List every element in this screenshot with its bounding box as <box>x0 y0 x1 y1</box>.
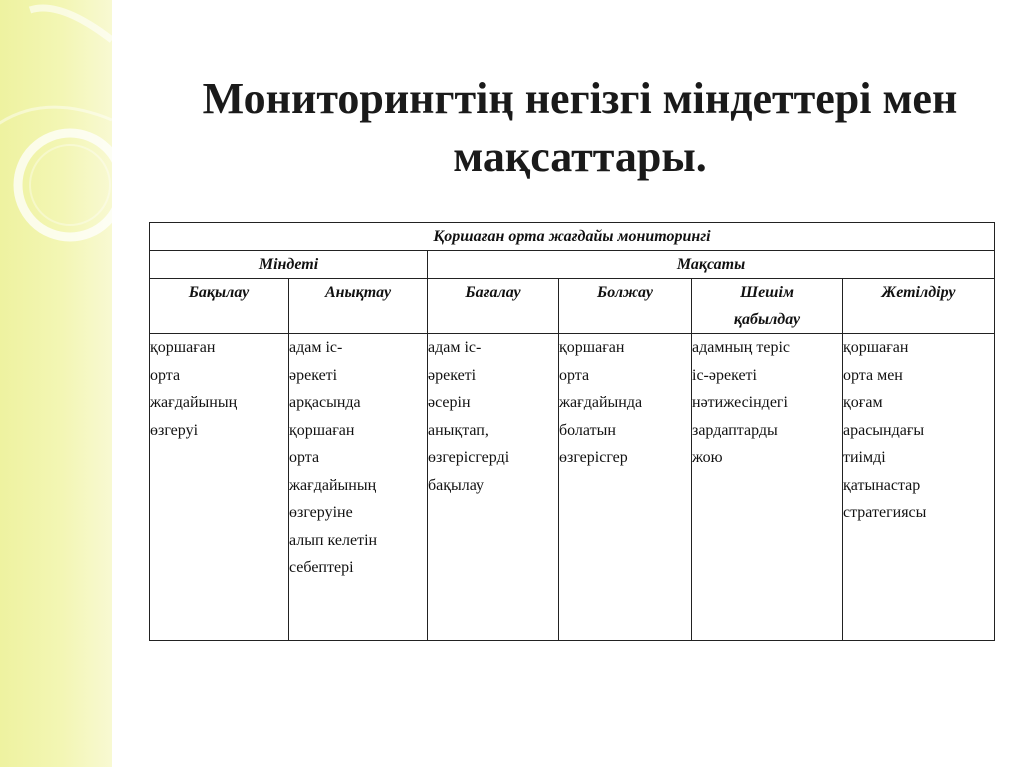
cell-text-line: арасындағы <box>843 421 925 439</box>
column-header: Бағалау <box>428 279 559 334</box>
decorative-rings <box>0 0 112 767</box>
arc-top <box>30 8 112 40</box>
cell-text-line: адам іс- <box>428 339 482 356</box>
cell-text-line: адамның теріс <box>692 339 790 356</box>
table-cell <box>843 334 995 641</box>
title-line-2: мақсаттары. <box>453 132 707 181</box>
cell-text-line: арқасында <box>289 394 361 411</box>
cell-text-line: жағдайының <box>150 394 238 411</box>
cell-text-line: зардаптарды <box>692 421 778 439</box>
column-header: Шешім қабылдау <box>692 279 843 334</box>
decorative-side-band <box>0 0 112 767</box>
cell-text-line: стратегиясы <box>843 504 927 521</box>
cell-text-line: қоғам <box>843 394 883 411</box>
cell-text-line: өзгеруі <box>150 421 199 439</box>
cell-text-line: қоршаған <box>289 421 355 439</box>
cell-text-line: әсерін <box>428 394 471 411</box>
cell-text-line: әрекеті <box>289 366 338 384</box>
cell-text-line: қоршаған <box>559 339 625 356</box>
cell-text-line: себептері <box>289 559 354 576</box>
table-cell <box>150 334 289 641</box>
group-header-tasks: Міндеті <box>150 251 428 279</box>
cell-text-line: тиімді <box>843 449 886 466</box>
ring-large <box>18 133 112 237</box>
column-header: Бақылау <box>150 279 289 334</box>
cell-text-line: нәтижесіндегі <box>692 394 788 411</box>
cell-text-line: анықтап, <box>428 421 489 439</box>
table-cell <box>559 334 692 641</box>
column-header: Жетілдіру <box>843 279 995 334</box>
cell-text-line: жою <box>692 449 723 466</box>
cell-text-line: адам іс- <box>289 339 343 356</box>
group-header-goals: Мақсаты <box>428 251 995 279</box>
cell-text-line: әрекеті <box>428 366 477 384</box>
title-line-1: Мониторингтің негізгі міндеттері мен <box>202 74 958 123</box>
table-cell <box>428 334 559 641</box>
cell-text-line: орта <box>559 366 590 384</box>
cell-text-line: қоршаған <box>843 339 909 356</box>
monitoring-table <box>149 222 995 641</box>
column-header: Болжау <box>559 279 692 334</box>
cell-text-line: бақылау <box>428 476 485 494</box>
cell-text-line: болатын <box>559 421 616 439</box>
cell-text-line: өзгерісгерді <box>428 449 510 466</box>
table-cell <box>289 334 428 641</box>
cell-text-line: алып келетін <box>289 531 378 549</box>
cell-text-line: қоршаған <box>150 339 216 356</box>
cell-text-line: орта мен <box>843 366 903 384</box>
table-main-header: Қоршаған орта жағдайы мониторингі <box>150 223 995 251</box>
slide-title <box>150 70 1010 186</box>
table-cell <box>692 334 843 641</box>
cell-text-line: жағдайының <box>289 476 377 494</box>
cell-text-line: іс-әрекеті <box>692 366 757 384</box>
cell-text-line: өзгерісгер <box>559 449 628 466</box>
arc-mid <box>0 107 112 130</box>
cell-text-line: орта <box>150 366 181 384</box>
column-header: Анықтау <box>289 279 428 334</box>
ring-inner <box>30 145 110 225</box>
cell-text-line: өзгеруіне <box>289 504 353 521</box>
cell-text-line: орта <box>289 449 320 466</box>
cell-text-line: қатынастар <box>843 476 921 494</box>
cell-text-line: жағдайында <box>559 394 643 411</box>
